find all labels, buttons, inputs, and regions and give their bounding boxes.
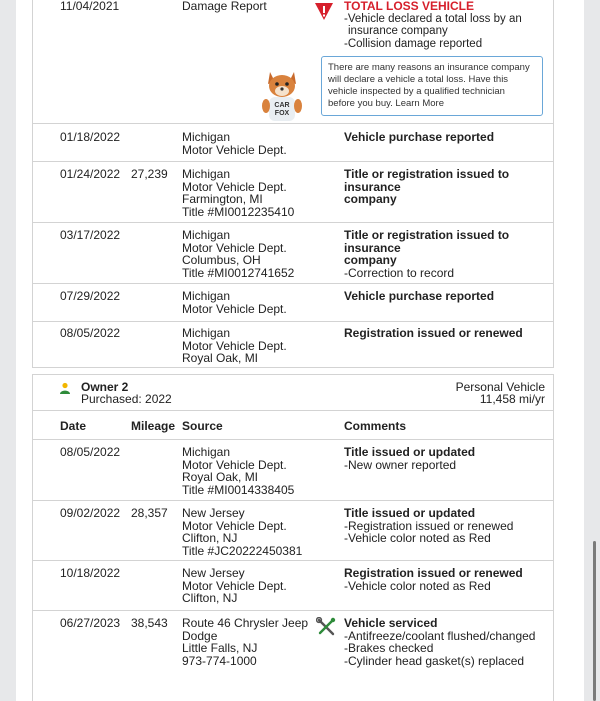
record-date: 09/02/2022	[60, 506, 121, 520]
miles-per-year: 11,458 mi/yr	[479, 392, 545, 406]
total-loss-info-box: There are many reasons an insurance company will declare a vehicle a total loss. Have this vehicle inspected by a qualified technician before you buy. Learn More	[321, 56, 543, 116]
mascot-label: CAR	[274, 102, 290, 109]
detail-line: -Vehicle declared a total loss by an	[344, 12, 522, 25]
owner-purchased: Purchased: 2022	[81, 392, 172, 406]
vehicle-type: Personal Vehicle	[455, 380, 545, 394]
record-source: Michigan Motor Vehicle Dept.	[182, 130, 287, 157]
owner-name: Owner 2	[81, 380, 129, 394]
record-date: 07/29/2022	[60, 289, 121, 303]
record-source: Damage Report	[182, 0, 267, 13]
record-mileage: 27,239	[131, 167, 168, 181]
column-header-date: Date	[60, 419, 87, 433]
record-date: 01/18/2022	[60, 130, 121, 144]
record-comment-title: Vehicle purchase reported	[344, 289, 495, 303]
record-date: 11/04/2021	[60, 0, 120, 13]
history-row	[33, 124, 553, 162]
table-header	[33, 411, 553, 440]
history-row-total-loss	[33, 0, 553, 124]
record-mileage: 38,543	[131, 616, 168, 630]
record-date: 03/17/2022	[60, 228, 121, 242]
detail-line: insurance company	[348, 25, 448, 37]
record-comments: Title issued or updated -Registration issued or renewed -Vehicle color noted as Red	[344, 506, 514, 545]
record-date: 08/05/2022	[60, 326, 121, 340]
owner2-history-card	[32, 374, 554, 701]
record-date: 10/18/2022	[60, 566, 121, 580]
record-source: New Jersey Motor Vehicle Dept. Clifton, NJ Title #JC20222450381	[182, 506, 303, 558]
record-date: 06/27/2023	[60, 616, 121, 630]
mascot-label: FOX	[274, 110, 290, 117]
record-comments: Title or registration issued to insurance company -Correction to record	[344, 228, 510, 280]
total-loss-title: TOTAL LOSS VEHICLE	[344, 0, 475, 13]
record-source: Michigan Motor Vehicle Dept. Farmington, MI Title #MI0012235410	[182, 167, 295, 219]
history-row	[33, 322, 553, 368]
record-comment-title: Vehicle purchase reported	[344, 130, 495, 144]
history-row	[33, 162, 553, 223]
history-row	[33, 223, 553, 284]
record-comments: Vehicle serviced -Antifreeze/coolant flushed/changed -Brakes checked -Cylinder head gasket(s) replaced	[344, 616, 536, 668]
column-header-source: Source	[182, 419, 223, 433]
record-source: Michigan Motor Vehicle Dept. Royal Oak, MI Title #MI0014338405	[182, 445, 295, 497]
scrollbar[interactable]	[593, 541, 596, 701]
owner1-history-card	[32, 0, 554, 368]
record-comment-title: Registration issued or renewed	[344, 326, 523, 340]
warning-icon	[314, 1, 334, 21]
history-row	[33, 501, 553, 561]
record-source: Michigan Motor Vehicle Dept. Royal Oak, MI	[182, 326, 287, 365]
record-source: Michigan Motor Vehicle Dept. Columbus, OH Title #MI0012741652	[182, 228, 295, 280]
history-row	[33, 284, 553, 322]
record-source: New Jersey Motor Vehicle Dept. Clifton, NJ	[182, 566, 287, 605]
learn-more-link[interactable]: before you buy. Learn More	[328, 98, 445, 109]
record-date: 08/05/2022	[60, 445, 121, 459]
total-loss-comments	[344, 0, 549, 50]
record-comment-title: Title or registration issued to insurance company	[344, 167, 510, 206]
record-mileage: 28,357	[131, 506, 168, 520]
record-date: 01/24/2022	[60, 167, 121, 181]
wrench-screwdriver-icon	[316, 617, 336, 637]
detail-line: -Collision damage reported	[344, 37, 483, 50]
history-row	[33, 440, 553, 501]
history-row	[33, 611, 553, 681]
record-comments: Registration issued or renewed -Vehicle color noted as Red	[344, 566, 523, 593]
record-comments: Title issued or updated -New owner reported	[344, 445, 476, 472]
carfox-mascot-icon	[258, 68, 306, 124]
record-source: Route 46 Chrysler Jeep Dodge Little Falls, NJ 973-774-1000	[182, 616, 309, 668]
column-header-comments: Comments	[344, 419, 407, 433]
column-header-mileage: Mileage	[131, 419, 176, 433]
person-icon	[59, 382, 71, 394]
record-source: Michigan Motor Vehicle Dept.	[182, 289, 287, 316]
owner2-header	[33, 375, 553, 411]
history-row	[33, 561, 553, 611]
